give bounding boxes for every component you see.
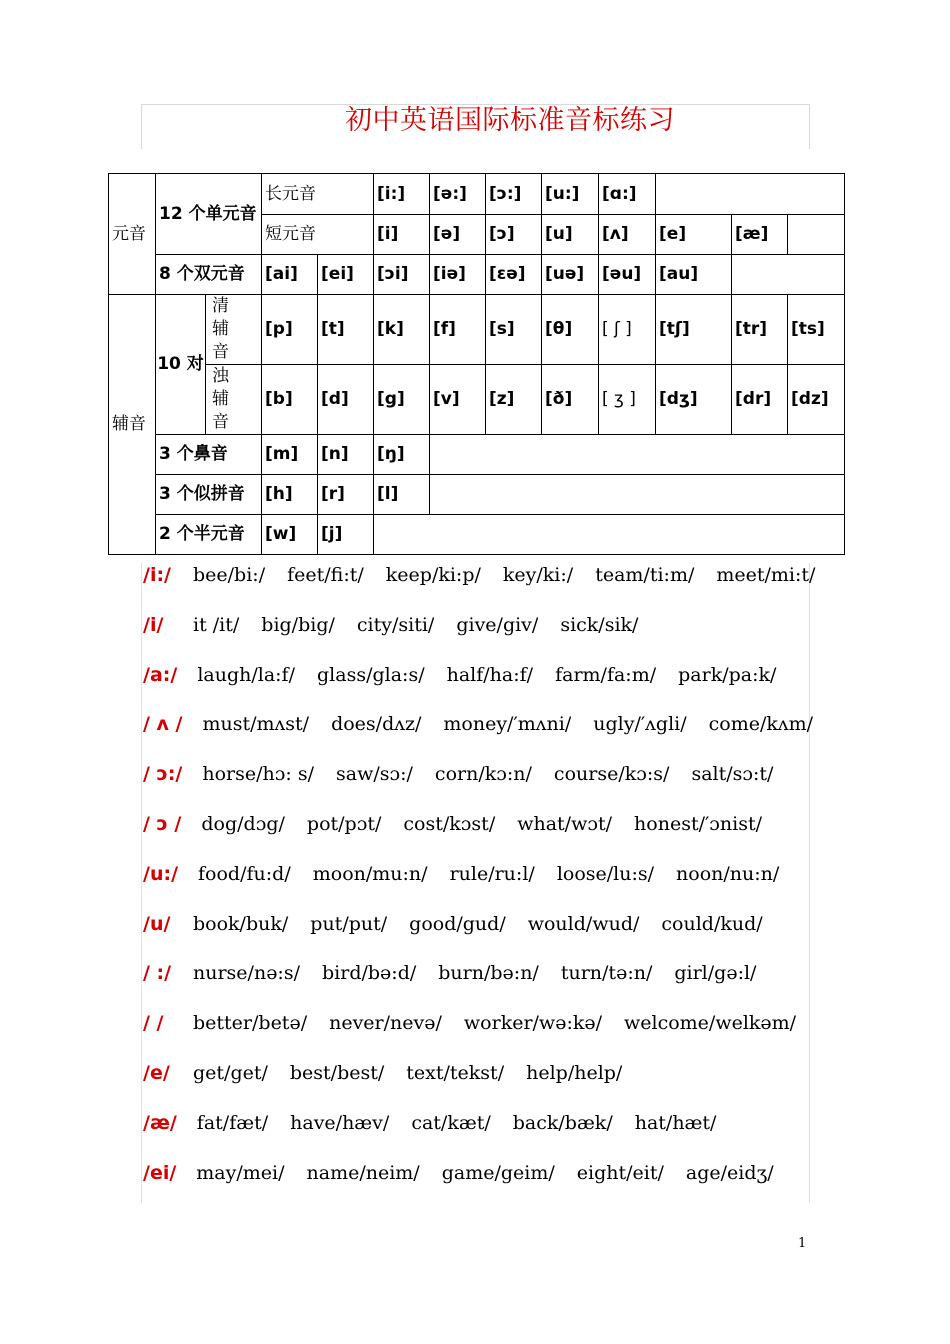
- example-word: ugly/′ʌgli/: [593, 713, 687, 736]
- pairs-label: 10 对: [156, 295, 206, 435]
- empty-cell: [430, 434, 845, 474]
- example-word: what/wɔt/: [517, 812, 613, 835]
- example-word: cost/kɔst/: [403, 812, 496, 835]
- voiceless-symbol: [k]: [374, 295, 430, 365]
- example-word: pot/pɔt/: [306, 812, 382, 835]
- example-word: burn/bə:n/: [438, 962, 539, 985]
- example-symbol: /u/: [143, 912, 171, 935]
- example-symbol: /u:/: [143, 862, 179, 885]
- empty-cell: [430, 474, 845, 514]
- example-symbol: /æ/: [143, 1111, 177, 1134]
- empty-cell: [788, 215, 845, 255]
- semivowel-symbol: [w]: [262, 514, 318, 554]
- example-word: it /it/: [193, 613, 240, 636]
- example-word: could/kud/: [661, 912, 763, 935]
- voiceless-symbol: [tʃ]: [656, 295, 732, 365]
- short-vowel-symbol: [e]: [656, 215, 732, 255]
- short-vowel-symbol: [u]: [542, 215, 599, 255]
- short-vowel-symbol: [ɔ]: [486, 215, 542, 255]
- voiced-symbol: [dʒ]: [656, 364, 732, 434]
- example-word: give/giv/: [456, 613, 539, 636]
- example-row: [143, 561, 823, 611]
- phonetic-table: [108, 173, 845, 555]
- example-word: book/buk/: [193, 912, 289, 935]
- example-word: help/help/: [526, 1061, 623, 1084]
- example-row: [143, 611, 823, 661]
- example-word: noon/nu:n/: [676, 862, 780, 885]
- example-word: name/neim/: [306, 1161, 420, 1184]
- example-word: sick/sik/: [560, 613, 639, 636]
- nasal-symbol: [m]: [262, 434, 318, 474]
- example-row: [143, 1159, 823, 1209]
- example-row: [143, 959, 823, 1009]
- example-word: keep/ki:p/: [385, 564, 481, 586]
- example-symbol: / ɔ:/: [143, 763, 183, 786]
- example-word: team/ti:m/: [595, 564, 695, 586]
- voiceless-symbol: [ts]: [788, 295, 845, 365]
- example-symbol: /i/: [143, 613, 164, 636]
- example-word: game/geim/: [441, 1161, 555, 1184]
- voiceless-symbol: [f]: [430, 295, 486, 365]
- voiceless-symbol: [s]: [486, 295, 542, 365]
- diphthong-symbol: [iə]: [430, 255, 486, 295]
- example-word: laugh/la:f/: [197, 663, 295, 686]
- pinyin-like-symbol: [r]: [318, 474, 374, 514]
- example-word: feet/fi:t/: [287, 564, 364, 586]
- example-word: loose/lu:s/: [556, 862, 655, 885]
- example-row: [143, 810, 823, 860]
- diphthong-symbol: [au]: [656, 255, 732, 295]
- example-word: salt/sɔ:t/: [691, 763, 774, 786]
- example-word: horse/hɔ: s/: [202, 763, 314, 786]
- example-symbol: /ei/: [143, 1161, 177, 1184]
- pinyin-like-label: 3 个似拼音: [156, 474, 262, 514]
- vowel-label: 元音: [109, 174, 156, 295]
- semivowel-symbol: [j]: [318, 514, 374, 554]
- example-word: come/kʌm/: [708, 713, 814, 736]
- voiced-symbol: [v]: [430, 364, 486, 434]
- pinyin-like-symbol: [h]: [262, 474, 318, 514]
- nasal-symbol: [ŋ]: [374, 434, 430, 474]
- diphthong-label: 8 个双元音: [156, 255, 262, 295]
- semivowel-label: 2 个半元音: [156, 514, 262, 554]
- example-row: [143, 1059, 823, 1109]
- example-word: big/big/: [261, 613, 335, 636]
- example-word: half/ha:f/: [446, 663, 534, 686]
- example-row: [143, 860, 823, 910]
- example-word: honest/′ɔnist/: [634, 812, 763, 835]
- long-vowel-symbol: [ɑ:]: [599, 174, 656, 215]
- example-word: worker/wə:kə/: [463, 1012, 602, 1035]
- example-word: bee/bi:/: [193, 564, 266, 586]
- example-word: cat/kæt/: [411, 1111, 491, 1134]
- voiced-symbol: [dz]: [788, 364, 845, 434]
- example-word: nurse/nə:s/: [193, 962, 300, 985]
- example-word: back/bæk/: [512, 1111, 613, 1134]
- short-vowel-label: 短元音: [262, 215, 374, 255]
- diphthong-symbol: [ɔi]: [374, 255, 430, 295]
- diphthong-symbol: [εə]: [486, 255, 542, 295]
- pinyin-like-symbol: [l]: [374, 474, 430, 514]
- example-word: course/kɔ:s/: [553, 763, 670, 786]
- example-row: [143, 1009, 823, 1059]
- example-row: [143, 710, 823, 760]
- example-row: [143, 1109, 823, 1159]
- long-vowel-symbol: [u:]: [542, 174, 599, 215]
- voiced-symbol: [ ʒ ]: [599, 364, 656, 434]
- empty-cell: [656, 174, 845, 215]
- voiced-symbol: [dr]: [732, 364, 788, 434]
- example-symbol: / ʌ /: [143, 713, 183, 736]
- voiced-symbol: [d]: [318, 364, 374, 434]
- example-word: park/pa:k/: [678, 663, 777, 686]
- voiced-symbol: [ð]: [542, 364, 599, 434]
- example-word: welcome/welkəm/: [624, 1012, 797, 1035]
- example-symbol: / :/: [143, 962, 172, 985]
- example-word: fat/fæt/: [196, 1111, 269, 1134]
- example-symbol: /a:/: [143, 663, 178, 686]
- example-word: age/eidʒ/: [685, 1161, 774, 1184]
- voiced-symbol: [g]: [374, 364, 430, 434]
- example-symbol: /i:/: [143, 564, 171, 586]
- example-word: meet/mi:t/: [716, 564, 816, 586]
- example-word: bird/bə:d/: [322, 962, 417, 985]
- diphthong-symbol: [əu]: [599, 255, 656, 295]
- monophthong-label: 12 个单元音: [156, 174, 262, 255]
- voiceless-label: 清辅音: [206, 295, 262, 365]
- short-vowel-symbol: [ʌ]: [599, 215, 656, 255]
- example-word: never/nevə/: [329, 1012, 442, 1035]
- example-word: city/siti/: [356, 613, 435, 636]
- example-word: would/wud/: [527, 912, 640, 935]
- example-word: corn/kɔ:n/: [434, 763, 532, 786]
- example-symbol: / ɔ /: [143, 812, 182, 835]
- long-vowel-symbol: [i:]: [374, 174, 430, 215]
- example-list: [143, 561, 823, 1208]
- example-word: farm/fa:m/: [555, 663, 657, 686]
- voiceless-symbol: [θ]: [542, 295, 599, 365]
- example-row: [143, 760, 823, 810]
- example-word: text/tekst/: [406, 1061, 505, 1084]
- long-vowel-symbol: [ə:]: [430, 174, 486, 215]
- short-vowel-symbol: [ə]: [430, 215, 486, 255]
- example-symbol: / /: [143, 1012, 164, 1035]
- page-title: 初中英语国际标准音标练习: [345, 105, 675, 136]
- example-word: better/betə/: [193, 1012, 308, 1035]
- long-vowel-label: 长元音: [262, 174, 374, 215]
- short-vowel-symbol: [æ]: [732, 215, 788, 255]
- consonant-label: 辅音: [109, 295, 156, 555]
- example-word: does/dʌz/: [331, 713, 422, 736]
- example-word: dog/dɔg/: [201, 812, 285, 835]
- example-symbol: /e/: [143, 1061, 170, 1084]
- example-word: must/mʌst/: [202, 713, 310, 736]
- voiceless-symbol: [p]: [262, 295, 318, 365]
- example-word: food/fu:d/: [198, 862, 291, 885]
- example-word: money/′mʌni/: [443, 713, 572, 736]
- example-word: rule/ru:l/: [449, 862, 535, 885]
- example-word: have/hæv/: [290, 1111, 390, 1134]
- voiceless-symbol: [ ʃ ]: [599, 295, 656, 365]
- long-vowel-symbol: [ɔ:]: [486, 174, 542, 215]
- example-word: eight/eit/: [576, 1161, 664, 1184]
- example-word: good/gud/: [409, 912, 506, 935]
- diphthong-symbol: [uə]: [542, 255, 599, 295]
- empty-cell: [374, 514, 845, 554]
- voiced-label: 浊辅音: [206, 364, 262, 434]
- voiceless-symbol: [t]: [318, 295, 374, 365]
- example-word: get/get/: [193, 1061, 268, 1084]
- example-word: turn/tə:n/: [560, 962, 653, 985]
- example-word: girl/gə:l/: [674, 962, 757, 985]
- voiced-symbol: [b]: [262, 364, 318, 434]
- example-row: [143, 910, 823, 960]
- diphthong-symbol: [ai]: [262, 255, 318, 295]
- empty-cell: [732, 255, 845, 295]
- nasal-label: 3 个鼻音: [156, 434, 262, 474]
- nasal-symbol: [n]: [318, 434, 374, 474]
- voiceless-symbol: [tr]: [732, 295, 788, 365]
- diphthong-symbol: [ei]: [318, 255, 374, 295]
- example-word: may/mei/: [196, 1161, 285, 1184]
- example-word: saw/sɔ:/: [335, 763, 413, 786]
- example-word: glass/gla:s/: [317, 663, 425, 686]
- voiced-symbol: [z]: [486, 364, 542, 434]
- example-word: put/put/: [310, 912, 388, 935]
- example-word: best/best/: [289, 1061, 385, 1084]
- example-row: [143, 661, 823, 711]
- short-vowel-symbol: [i]: [374, 215, 430, 255]
- example-word: moon/mu:n/: [312, 862, 428, 885]
- example-word: key/ki:/: [502, 564, 574, 586]
- example-word: hat/hæt/: [634, 1111, 717, 1134]
- page-number: 1: [798, 1236, 807, 1251]
